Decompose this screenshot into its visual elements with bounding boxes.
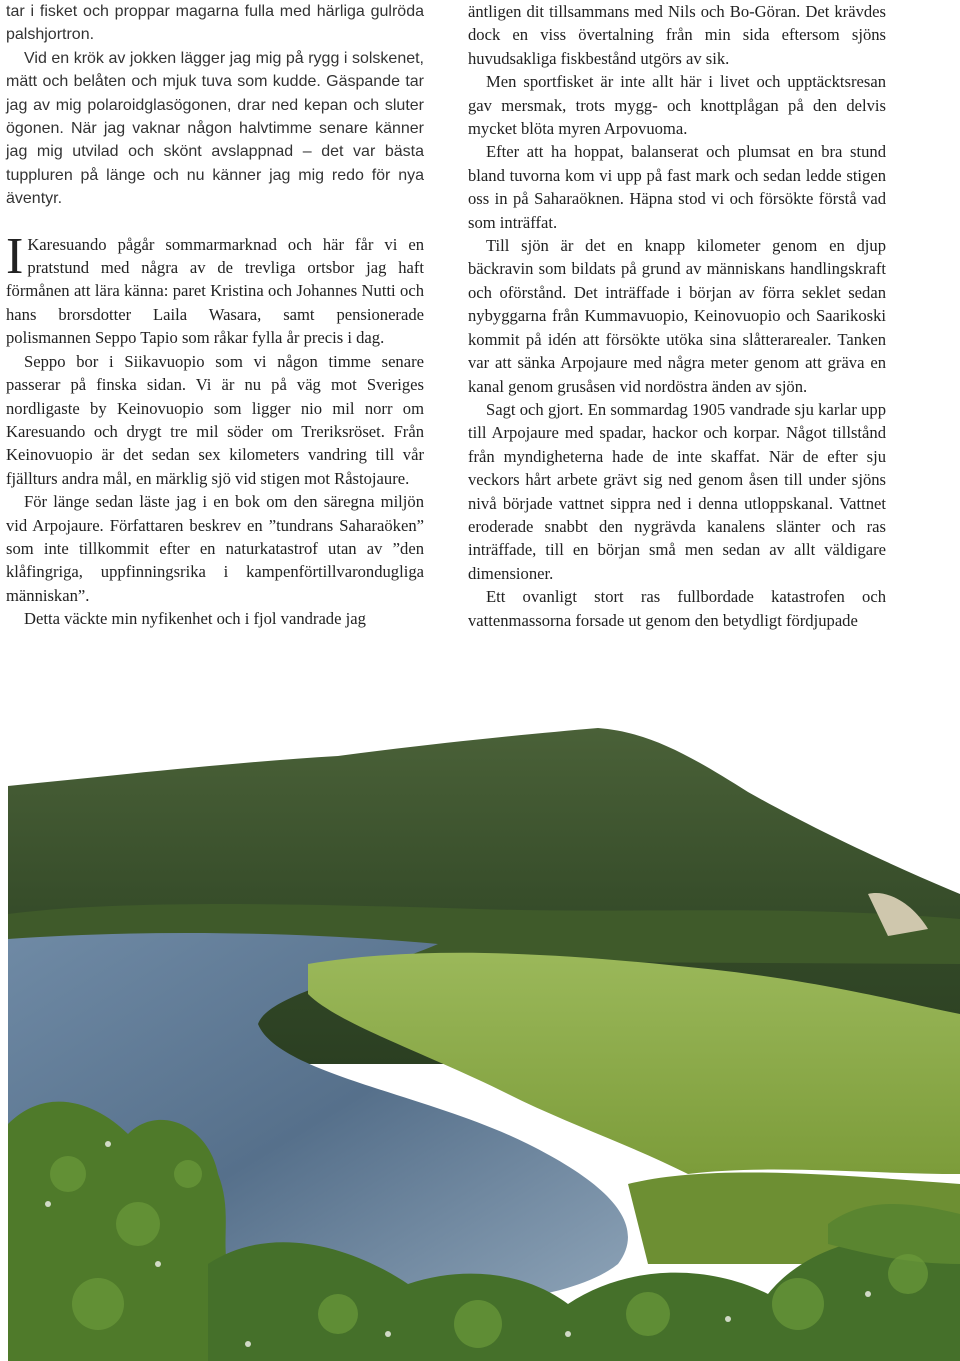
landscape-photo — [8, 704, 960, 1361]
paragraph: tar i fisket och proppar magarna fulla med härliga gulröda palshjortron. — [6, 3, 424, 44]
right-column — [468, 0, 886, 632]
paragraph: Till sjön är det en knapp kilometer genom en djup bäckravin som bildats på grund av människans handlingskraft och oförstånd. Det inträffade i början av förra seklet sedan nybyggarna från Kummavuopio, Keinovuopio och Saarikoski kommit på idén att försökte utöka sina slåtterarealer. Tanken var att sänka Arpojaure med några meter genom att gräva en kanal genom grusåsen vid nordöstra änden av sjön. — [468, 236, 886, 396]
landscape-illustration — [8, 704, 960, 1361]
paragraph: Efter att ha hoppat, balanserat och plumsat en bra stund bland tuvorna kom vi upp på fast mark och sedan ledde stigen oss in på Saharaöknen. Häpna stod vi och försökte förstå vad som inträffat. — [468, 142, 886, 232]
paragraph: Seppo bor i Siikavuopio som vi någon timme senare passerar på finska sidan. Vi är nu på väg mot Sveriges nordligaste by Keinovuopio som ligger nio mil norr om Karesuando och drygt tre mil söder om Treriksröset. Från Keinovuopio är det sedan sex kilometers vandring till vår fjällturs andra mål, en märklig sjö vid stigen mot Råstojaure. — [6, 351, 424, 488]
paragraph: Sagt och gjort. En sommardag 1905 vandrade sju karlar upp till Arpojaure med spadar, hackor och korpar. Något tillstånd från myndigheterna hade de inte skaffat. När de efter sju veckors hårt arbete grävt sig ned genom åsen till under sjöns nivå började vattnet sippra ned i denna utloppskanal. Vattnet eroderade snabbt den nygrävda kanalens slänter och ras inträffade, till en början små men sedan av allt väldigare dimensioner. — [468, 399, 886, 583]
paragraph: Men sportfisket är inte allt här i livet och upptäcktsresan gav mersmak, trots mygg- och knottplågan på den delvis mycket blöta myren Arpovuoma. — [468, 72, 886, 139]
left-column — [6, 0, 424, 631]
paragraph: Vid en krök av jokken lägger jag mig på rygg i solskenet, mätt och belåten och mjuk tuva som kudde. Gäspande tar jag av mig polaroidglasögonen, drar ned kepan och sluter ögonen. När jag vaknar någon halvtimme senare känner jag mig utvilad och skönt avslappnad – det var bästa tuppluren på länge och nu känner jag mig redo för nya äventyr. — [6, 49, 424, 208]
paragraph: äntligen dit tillsammans med Nils och Bo-Göran. Det krävdes dock en viss övertalning från min sida eftersom sjöns huvudsakliga fiskbestånd utgörs av sik. — [468, 2, 886, 68]
section-paragraph — [6, 227, 424, 350]
paragraph: För länge sedan läste jag i en bok om den säregna miljön vid Arpojaure. Författaren beskrev en ”tundrans Saharaöken” som inte tillkommit efter en naturkatastrof utan av ”den klåfingriga, uppfinningsrika i kampenförtillvarondugliga människan”. — [6, 492, 424, 605]
paragraph: Ett ovanligt stort ras fullbordade katastrofen och vattenmassorna forsade ut genom den betydligt fördjupade — [468, 587, 886, 630]
drop-cap: I — [6, 227, 24, 285]
paragraph-text: Karesuando pågår sommarmarknad och här får vi en pratstund med några av de trevliga ortsbor jag haft förmånen att lära känna: paret Kristina och Johannes Nutti och hans brorsdotter Laila Wasara, samt pensionerade polismannen Seppo Tapio som råkar fylla år precis i dag. — [6, 234, 424, 348]
paragraph: Detta väckte min nyfikenhet och i fjol vandrade jag — [24, 609, 366, 629]
